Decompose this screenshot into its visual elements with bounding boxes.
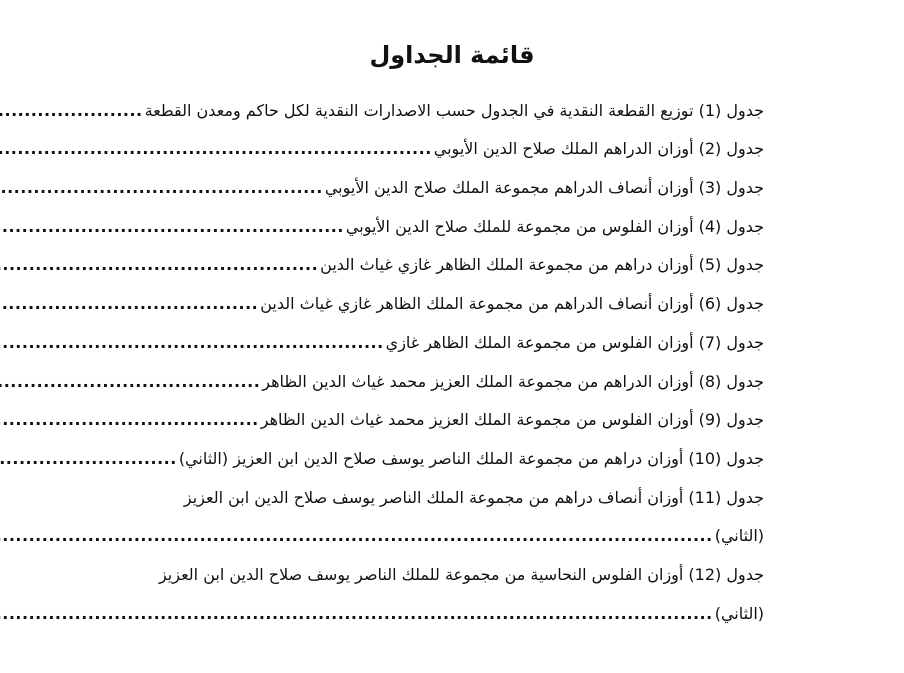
dot-leader bbox=[0, 372, 262, 392]
toc-entry-text: جدول (10) أوزان دراهم من مجموعة الملك الناصر يوسف صلاح الدين ابن العزيز (الثاني) bbox=[178, 448, 764, 468]
toc-entry-text: جدول (3) أوزان أنصاف الدراهم مجموعة الملك صلاح الدين الأيوبي bbox=[324, 178, 764, 198]
toc-entry-text: جدول (7) أوزان الفلوس من مجموعة الملك الظاهر غازي bbox=[385, 332, 764, 352]
toc-entry-text: جدول (12) أوزان الفلوس النحاسية من مجموعة للملك الناصر يوسف صلاح الدين ابن العزيز bbox=[158, 564, 764, 584]
toc-entry-text: جدول (5) أوزان دراهم من مجموعة الملك الظاهر غازي غياث الدين bbox=[320, 255, 764, 275]
dot-leader bbox=[0, 410, 261, 430]
toc-entry bbox=[104, 275, 764, 314]
toc-entry-text: جدول (9) أوزان الفلوس من مجموعة الملك العزيز محمد غياث الدين الظاهر bbox=[260, 410, 764, 430]
toc-entry-text: جدول (8) أوزان الدراهم من مجموعة الملك العزيز محمد غياث الدين الظاهر bbox=[262, 371, 764, 391]
dot-leader bbox=[0, 333, 386, 353]
toc-entry bbox=[104, 314, 764, 353]
toc-entry bbox=[104, 430, 764, 469]
dot-leader bbox=[0, 449, 179, 469]
dot-leader bbox=[0, 101, 145, 121]
toc-entry-text-continued: (الثاني) bbox=[714, 603, 764, 623]
toc-entry-continuation bbox=[104, 508, 764, 547]
dot-leader bbox=[0, 294, 260, 314]
dot-leader bbox=[0, 139, 434, 159]
toc-entry-text-continued: (الثاني) bbox=[714, 526, 764, 546]
toc-entry-text: جدول (11) أوزان أنصاف دراهم من مجموعة الملك الناصر يوسف صلاح الدين ابن العزيز bbox=[183, 487, 764, 507]
toc-entry bbox=[104, 121, 764, 160]
toc-entry-text: جدول (6) أوزان أنصاف الدراهم من مجموعة الملك الظاهر غازي غياث الدين bbox=[260, 294, 764, 314]
toc-entry bbox=[104, 469, 764, 508]
toc-entry-text: جدول (1) توزيع القطعة النقدية في الجدول حسب الاصدارات النقدية لكل حاكم ومعدن القطعة bbox=[144, 100, 764, 120]
dot-leader bbox=[0, 604, 715, 624]
toc-entry-text: جدول (4) أوزان الفلوس من مجموعة للملك صلاح الدين الأيوبي bbox=[345, 216, 764, 236]
toc-entry bbox=[104, 237, 764, 276]
toc-entry-continuation bbox=[104, 585, 764, 624]
page-title: قائمة الجداول bbox=[369, 41, 535, 69]
toc-entry bbox=[104, 159, 764, 198]
toc-entry bbox=[104, 392, 764, 431]
table-of-contents bbox=[104, 82, 764, 624]
dot-leader bbox=[0, 178, 325, 198]
toc-entry bbox=[104, 353, 764, 392]
toc-entry bbox=[104, 82, 764, 121]
toc-entry-text: جدول (2) أوزان الدراهم الملك صلاح الدين الأيوبي bbox=[433, 139, 764, 159]
toc-entry bbox=[104, 546, 764, 585]
dot-leader bbox=[0, 255, 320, 275]
dot-leader bbox=[0, 217, 346, 237]
toc-entry bbox=[104, 198, 764, 237]
dot-leader bbox=[0, 526, 715, 546]
